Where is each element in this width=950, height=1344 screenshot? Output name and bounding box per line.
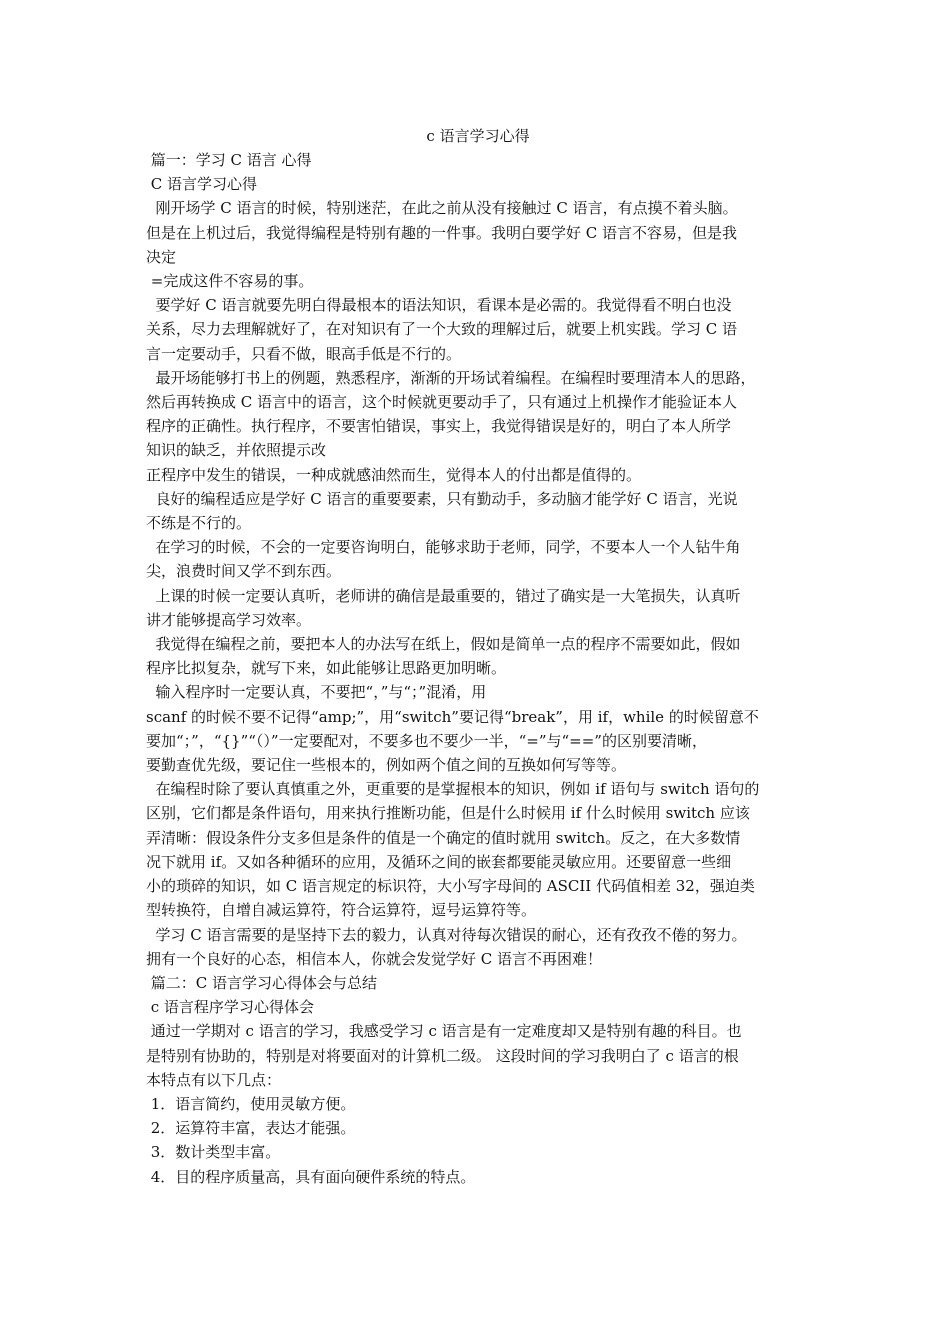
text-line: 要加“；”，“{}”“（）”一定要配对，不要多也不要少一半，“=”与“==”的区别要清晰， <box>146 731 707 750</box>
text-line: 在学习的时候，不会的一定要咨询明白，能够求助于老师，同学，不要本人一个人钻牛角 <box>146 538 741 557</box>
text-line: 在编程时除了要认真慎重之外，更重要的是掌握根本的知识，例如 if 语句与 switch 语句的 <box>146 780 760 799</box>
text-line: 要学好 C 语言就要先明白得最根本的语法知识，看课本是必需的。我觉得看不明白也没 <box>146 296 732 315</box>
document-title: c 语言学习心得 <box>426 127 530 145</box>
text-line: 要勤查优先级，要记住一些根本的，例如两个值之间的互换如何写等等。 <box>146 756 627 775</box>
text-line: 小的琐碎的知识，如 C 语言规定的标识符，大小写字母间的 ASCII 代码值相差 32，强迫类 <box>146 877 755 896</box>
text-line: 区别，它们都是条件语句，用来执行推断功能，但是什么时候用 if 什么时候用 switch 应该 <box>146 804 750 823</box>
text-line: =完成这件不容易的事。 <box>146 272 314 291</box>
text-line: 2．运算符丰富，表达才能强。 <box>146 1119 356 1138</box>
text-line: 是特别有协助的，特别是对将要面对的计算机二级。 这段时间的学习我明白了 c 语言的根 <box>146 1046 739 1065</box>
text-line: 决定 <box>146 247 177 266</box>
text-line: 通过一学期对 c 语言的学习，我感受学习 c 语言是有一定难度却又是特别有趣的科目。也 <box>146 1022 742 1041</box>
text-line: 上课的时候一定要认真听，老师讲的确信是最重要的，错过了确实是一大笔损失，认真听 <box>146 586 741 605</box>
text-line: 篇一：学习 C 语言 心得 <box>146 151 312 169</box>
text-line: 讲才能够提高学习效率。 <box>146 610 312 629</box>
text-line: 程序比拟复杂，就写下来，如此能够让思路更加明晰。 <box>146 659 507 678</box>
text-line: 关系，尽力去理解就好了，在对知识有了一个大致的理解过后，就要上机实践。学习 C 语 <box>146 320 738 339</box>
text-line: 输入程序时一定要认真，不要把“，”与“；”混淆，用 <box>146 683 487 702</box>
text-line: 但是在上机过后，我觉得编程是特别有趣的一件事。我明白要学好 C 语言不容易，但是我 <box>146 223 738 242</box>
text-line: 刚开场学 C 语言的时候，特别迷茫，在此之前从没有接触过 C 语言，有点摸不着头脑。 <box>146 199 738 218</box>
text-line: 最开场能够打书上的例题，熟悉程序，渐渐的开场试着编程。在编程时要理清本人的思路， <box>146 368 756 387</box>
text-line: 我觉得在编程之前，要把本人的办法写在纸上，假如是简单一点的程序不需要如此，假如 <box>146 635 741 654</box>
text-line: 正程序中发生的错误，一种成就感油然而生，觉得本人的付出都是值得的。 <box>146 465 642 484</box>
document-page <box>146 124 810 1189</box>
text-line: 知识的缺乏，并依照提示改 <box>146 441 327 460</box>
text-line: 4．目的程序质量高，具有面向硬件系统的特点。 <box>146 1167 476 1186</box>
text-line: 良好的编程适应是学好 C 语言的重要要素，只有勤动手，多动脑才能学好 C 语言，光说 <box>146 489 738 508</box>
text-line: 学习 C 语言需要的是坚持下去的毅力，认真对待每次错误的耐心，还有孜孜不倦的努力。 <box>146 925 747 944</box>
text-line: 程序的正确性。执行程序，不要害怕错误，事实上，我觉得错误是好的，明白了本人所学 <box>146 417 732 436</box>
text-line: 篇二：C 语言学习心得体会与总结 <box>146 973 378 992</box>
text-line: 3．数计类型丰富。 <box>146 1143 281 1162</box>
text-line: 不练是不行的。 <box>146 514 252 533</box>
text-line: 1．语言简约，使用灵敏方便。 <box>146 1094 356 1113</box>
text-line: 然后再转换成 C 语言中的语言，这个时候就更要动手了，只有通过上机操作才能验证本人 <box>146 393 738 412</box>
text-line: 况下就用 if。又如各种循环的应用，及循环之间的嵌套都要能灵敏应用。还要留意一些细 <box>146 852 732 871</box>
text-line: 型转换符，自增自减运算符，符合运算符，逗号运算符等。 <box>146 901 537 920</box>
text-line: 尖，浪费时间又学不到东西。 <box>146 562 342 581</box>
document-body <box>146 148 810 1189</box>
text-line: 言一定要动手，只看不做，眼高手低是不行的。 <box>146 344 462 363</box>
text-line: C 语言学习心得 <box>146 175 258 194</box>
text-line: 本特点有以下几点： <box>146 1070 282 1089</box>
text-line: 拥有一个良好的心态，相信本人，你就会发觉学好 C 语言不再困难！ <box>146 949 603 968</box>
text-line: scanf 的时候不要不记得“amp;”，用“switch”要记得“break”，用 if，while 的时候留意不 <box>146 707 759 726</box>
text-line: 弄清晰：假设条件分支多但是条件的值是一个确定的值时就用 switch。反之，在大多数情 <box>146 828 741 847</box>
text-line: c 语言程序学习心得体会 <box>146 998 314 1017</box>
